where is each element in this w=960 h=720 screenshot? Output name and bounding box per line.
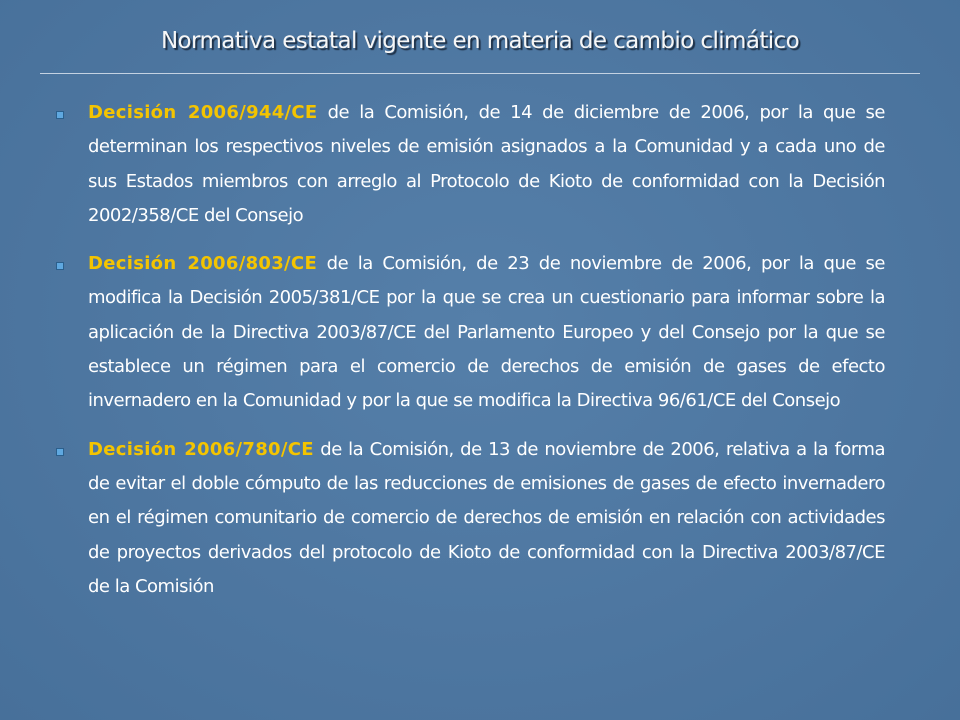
decision-reference: Decisión 2006/803/CE	[88, 253, 318, 275]
square-bullet-icon	[56, 262, 64, 270]
square-bullet-icon	[56, 448, 64, 456]
list-item	[50, 96, 885, 233]
list-item-text	[88, 247, 885, 418]
decision-description: de la Comisión, de 13 de noviembre de 2006, relativa a la forma de evitar el doble cómputo de las reducciones de emisiones de gases de efecto invernadero en el régimen comunitario de comercio de derechos de emisión en relación con actividades de proyectos derivados del protocolo de Kioto de conformidad con la Directiva 2003/87/CE de la Comisión	[88, 438, 885, 597]
decision-description: de la Comisión, de 14 de diciembre de 2006, por la que se determinan los respectivos niveles de emisión asignados a la Comunidad y a cada uno de sus Estados miembros con arreglo al Protocolo de Kioto de conformidad con la Decisión 2002/358/CE del Consejo	[88, 102, 886, 226]
decision-list	[50, 96, 885, 618]
square-bullet-icon	[56, 111, 64, 119]
title-divider	[40, 73, 920, 74]
decision-description: de la Comisión, de 23 de noviembre de 2006, por la que se modifica la Decisión 2005/381/CE por la que se crea un cuestionario para informar sobre la aplicación de la Directiva 2003/87/CE del Parlamento Europeo y del Consejo por la que se establece un régimen para el comercio de derechos de emisión de gases de efecto invernadero en la Comunidad y por la que se modifica la Directiva 96/61/CE del Consejo	[88, 253, 885, 412]
slide-title: Normativa estatal vigente en materia de cambio climático	[160, 28, 800, 54]
list-item	[50, 247, 885, 418]
decision-reference: Decisión 2006/780/CE	[88, 438, 314, 460]
list-item	[50, 433, 885, 604]
list-item-text	[88, 96, 885, 233]
list-item-text	[88, 433, 885, 604]
decision-reference: Decisión 2006/944/CE	[88, 102, 318, 123]
